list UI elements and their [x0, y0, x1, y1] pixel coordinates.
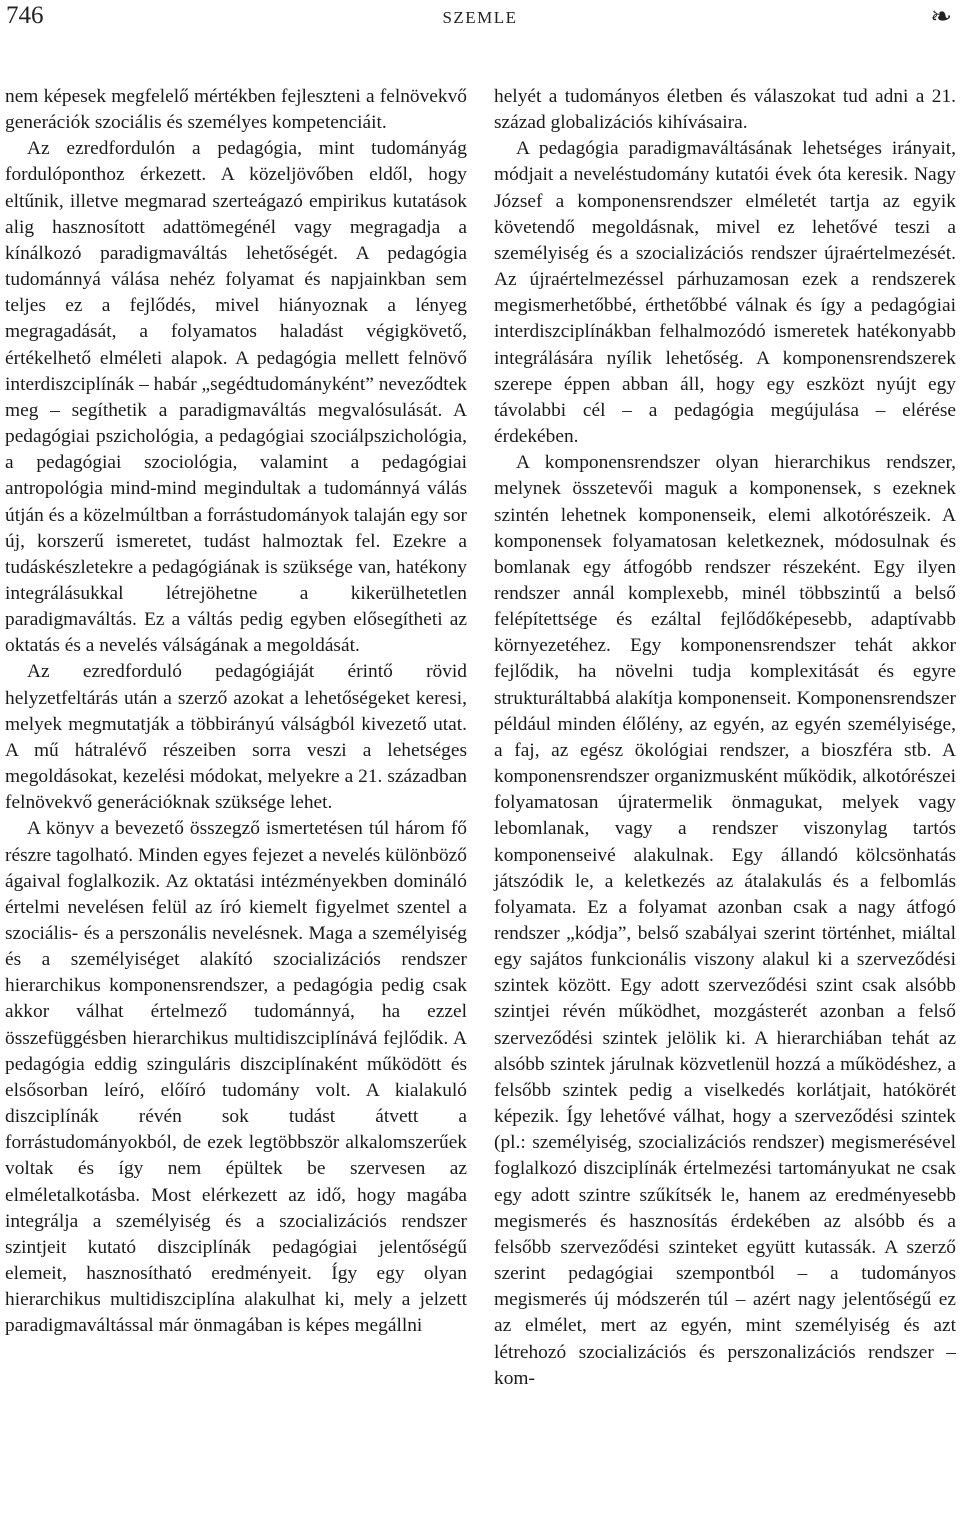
page-number: 746 — [6, 2, 44, 29]
running-head: SZEMLE — [442, 8, 518, 27]
paragraph: nem képesek megfelelő mértékben fejleszteni a felnövekvő generációk szociális és személyes kompetenciáit. — [5, 86, 467, 134]
fleuron-ornament-icon: ❧ — [930, 2, 952, 31]
right-column — [494, 84, 956, 1392]
paragraph: helyét a tudományos életben és válaszokat tud adni a 21. század globalizációs kihívásaira. — [494, 86, 956, 134]
paragraph: A könyv a bevezető összegző ismertetésen túl három fő részre tagolható. Minden egyes fejezet a nevelés különböző ágaival foglalkozik. Az oktatási intézményekben domináló értelmi nevelésen felül az író kiemelt figyelmet szentel a szociális- és a perszonális nevelésnek. Maga a személyiség és a személyiséget alakító szocializációs rendszer hierarchikus komponensrendszer, a pedagógia pedig csak akkor válhat értelmező tudománnyá, ha ezzel összefüggésben hierarchikus multidiszciplínává fejlődik. A pedagógia eddig szinguláris diszciplínaként működött és elsősorban leíró, előíró tudomány volt. A kialakuló diszciplínák révén sok tudást átvett a forrástudományokból, de ezek legtöbbször alkalomszerűek voltak és így nem épültek be szervesen az elméletalkotásba. Most elérkezett az idő, hogy magába integrálja a személyiség és a szocializációs rendszer szintjeit kutató diszciplínák pedagógiai jelentőségű elemeit, hasznosítható eredményeit. Így egy olyan hierarchikus multidiszciplína alakulhat ki, mely a jelzett paradigmaváltással már önmagában is képes megállni — [5, 818, 467, 1337]
left-column — [5, 84, 467, 1340]
page-header — [0, 0, 960, 40]
paragraph: Az ezredforduló pedagógiáját érintő rövid helyzetfeltárás után a szerző azokat a lehetőségeket keresi, melyek megmutatják a többirányú válságból kivezető utat. A mű hátralévő részeiben sorra veszi a lehetséges megoldásokat, kezelési módokat, melyekre a 21. században felnövekvő generációknak szüksége lehet. — [5, 661, 467, 814]
paragraph: A komponensrendszer olyan hierarchikus rendszer, melynek összetevői maguk a komponensek, s ezeknek szintén lehetnek komponenseik, elemi alkotórészeik. A komponensek folyamatosan keletkeznek, módosulnak és bomlanak egy átfogóbb rendszer részeként. Egy ilyen rendszer annál komplexebb, minél többszintű a belső felépítettsége és ezáltal fejlődőképesebb, adaptívabb környezetéhez. Egy komponensrendszer tehát akkor fejlődik, ha növelni tudja komplexitását és egyre strukturáltabbá alakítja komponenseit. Komponensrendszer például minden élőlény, az egyén, az egyén személyisége, a faj, az egész ökológiai rendszer, a bioszféra stb. A komponensrendszer organizmusként működik, alkotórészei folyamatosan újratermelik önmagukat, melyek vagy lebomlanak, vagy a rendszer viszonylag tartós komponenseivé alakulnak. Egy állandó kölcsönhatás játszódik le, a keletkezés az átalakulás és a felbomlás folyamata. Ez a folyamat azonban csak a nagy átfogó rendszer „kódja”, belső szabályai szerint történhet, miáltal egy sajátos funkcionális viszony alakul ki a szerveződési szintek között. Egy adott szerveződési szint csak alsóbb szintjei révén működhet, mozgásterét azonban a felső szerveződési szintek jelölik ki. A hierarchiában tehát az alsóbb szintek járulnak közvetlenül hozzá a működéshez, a felsőbb szintek pedig a viselkedés korlátjait, hatókörét képezik. Így lehetővé válhat, hogy a szerveződési szintek (pl.: személyiség, szocializációs rendszer) megismerésével foglalkozó diszciplínák értelmezési tartományukat ne csak egy adott szintre szűkítsék le, hanem az eredményesebb megismerés és hasznosítás érdekében az alsóbb és a felsőbb szerveződési szinteket együtt kutassák. A szerző szerint pedagógiai szempontból – a tudományos megismerés új módszerén túl – azért nagy jelentőségű ez az elmélet, mert az egyén, mint személyiség és azt létrehozó szocializációs és perszonalizációs rendszer – kom- — [494, 452, 956, 1389]
paragraph: Az ezredfordulón a pedagógia, mint tudományág fordulóponthoz érkezett. A közeljövőben eldől, hogy eltűnik, illetve megmarad szerteágazó empirikus kutatások alig hasznosított adattömegénél vagy megragadja a kínálkozó paradigmaváltás lehetőségét. A pedagógia tudománnyá válása nehéz folyamat és napjainkban sem teljes ez a fejlődés, mivel hiányoznak a lényeg megragadását, a folyamatos haladást végigkövető, értékelhető elméleti alapok. A pedagógia mellett felnövő interdiszciplínák – habár „segédtudományként” neveződtek meg – segíthetik a paradigmaváltás megvalósulását. A pedagógiai pszichológia, a pedagógiai szociálpszichológia, a pedagógiai szociológia, valamint a pedagógiai antropológia mind-mind megindultak a tudománnyá válás útján és a közelmúltban a forrástudományok talaján egy sor új, korszerű ismeretet, tudást halmoztak fel. Ezekre a tudáskészletekre a pedagógiának is szüksége van, hatékony integrálásukkal létrejöhetne a kikerülhetetlen paradigmaváltás. Ez a váltás pedig egyben elősegítheti az oktatás és a nevelés válságának a megoldását. — [5, 138, 467, 657]
paragraph: A pedagógia paradigmaváltásának lehetséges irányait, módjait a neveléstudomány kutatói évek óta keresik. Nagy József a komponensrendszer elméletét tartja az egyik követendő megoldásnak, mivel ez lehetővé teszi a személyiség és a szocializációs rendszer újraértelmezését. Az újraértelmezéssel párhuzamosan ezek a rendszerek megismerhetőbbé, érthetőbbé válnak és így a pedagógiai interdiszciplínákban felhalmozódó ismeretek hatékonyabb integrálására nyílik lehetőség. A komponensrendszerek szerepe éppen abban áll, hogy egy eszközt nyújt egy távolabbi cél – a pedagógia megújulása – elérése érdekében. — [494, 138, 956, 448]
